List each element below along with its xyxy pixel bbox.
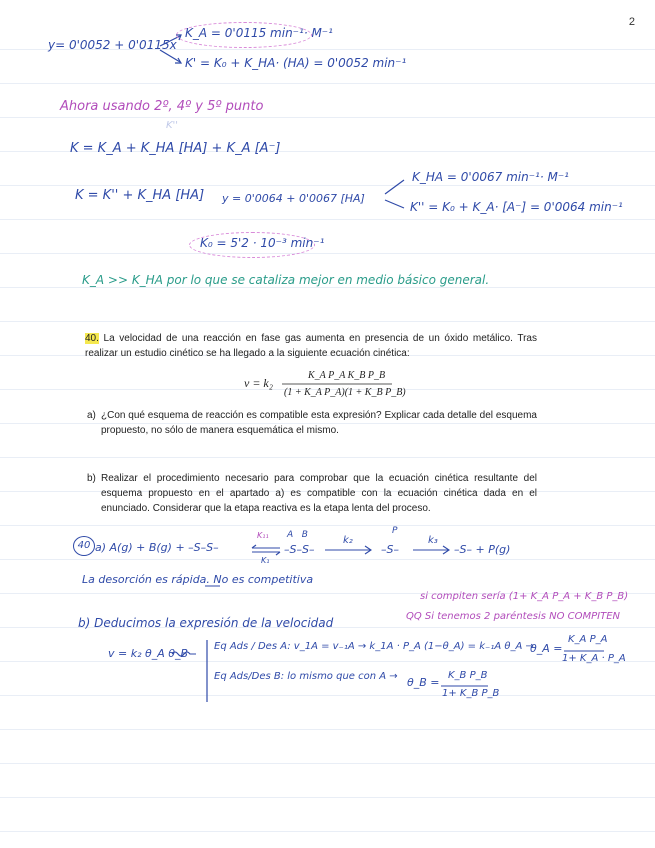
scheme-products: –S– + P(g) xyxy=(454,543,511,556)
part-a-label: a) xyxy=(87,410,96,421)
product-site: –S– xyxy=(381,543,399,556)
section-heading: Ahora usando 2º, 4º y 5º punto xyxy=(60,99,264,114)
rate-law: v = k₂ θ_A θ_B xyxy=(108,647,189,660)
theta-b-denominator: 1+ K_B P_B xyxy=(442,688,500,699)
part-b-text: Realizar el procedimiento necesario para comprobar que la ecuación cinética resultante del esquema propuesto en el apartado a) es compatible con la ecuación cinética dada en el enunciado. Considerar que la etapa reactiva es la etapa lenta del proceso. xyxy=(101,473,537,514)
rate-equation-denominator: (1 + K_A P_A)(1 + K_B P_B) xyxy=(284,387,406,398)
conclusion: K_A >> K_HA por lo que se cataliza mejor en medio básico general. xyxy=(82,273,490,287)
linear-fit-1: y= 0'0052 + 0'0115x xyxy=(48,38,177,52)
equilibrium-a: Eq Ads / Des A: v_1A = v₋₁A → k_1A · P_A (1−θ_A) = k₋₁A θ_A → xyxy=(214,641,534,652)
k-forward: K₁₁ xyxy=(257,531,269,540)
desorption-note: La desorción es rápida. No es competitiva xyxy=(82,573,314,586)
adsorbed-sites: –S–S– xyxy=(284,543,315,556)
rate-equation-numerator: K_A P_A K_B P_B xyxy=(308,370,386,381)
theta-a-numerator: K_A P_A xyxy=(568,634,608,645)
k3-label: k₃ xyxy=(428,535,438,546)
part-a-text: ¿Con qué esquema de reacción es compatible esta expresión? Explicar cada detalle del esquema propuesto, no sólo de manera esquemática el mismo. xyxy=(101,410,537,436)
problem-text: La velocidad de una reacción en fase gas aumenta en presencia de un óxido metálico. Tras realizar un estudio cinético se ha llegado a la siguiente ecuación cinética: xyxy=(85,333,537,359)
competition-note: si compiten sería (1+ K_A P_A + K_B P_B) xyxy=(420,591,629,602)
part-b-heading: b) Deducimos la expresión de la velocidad xyxy=(78,616,334,630)
k2-label: k₂ xyxy=(343,535,353,546)
theta-a-lhs: θ_A = xyxy=(530,642,563,655)
problem-statement xyxy=(85,331,537,361)
part-b-label: b) xyxy=(87,473,96,484)
scheme-reactants: a) A(g) + B(g) + –S–S– xyxy=(95,541,219,554)
kprime-value: K' = K₀ + K_HA· (HA) = 0'0052 min⁻¹ xyxy=(185,56,407,70)
parentheses-note: QQ Si tenemos 2 paréntesis NO COMPITEN xyxy=(406,611,621,622)
k-back: K₁ xyxy=(261,556,270,565)
adsorbed-species: A B xyxy=(287,530,308,540)
theta-b-lhs: θ_B = xyxy=(407,676,440,689)
page-number: 2 xyxy=(628,16,635,28)
equilibrium-b: Eq Ads/Des B: lo mismo que con A → xyxy=(214,671,398,682)
kdouble-value: K'' = K₀ + K_A· [A⁻] = 0'0064 min⁻¹ xyxy=(410,200,623,214)
k0-value: K₀ = 5'2 · 10⁻³ min⁻¹ xyxy=(200,236,325,250)
kha-value: K_HA = 0'0067 min⁻¹· M⁻¹ xyxy=(412,170,569,184)
product-species: P xyxy=(392,526,398,536)
rate-constant-equation: K = K_A + K_HA [HA] + K_A [A⁻] xyxy=(70,141,281,156)
problem-number: 40. xyxy=(85,333,99,344)
theta-b-numerator: K_B P_B xyxy=(448,670,488,681)
linear-fit-2: y = 0'0064 + 0'0067 [HA] xyxy=(222,192,365,205)
circled-number xyxy=(73,536,95,556)
kdouble-equation: K = K'' + K_HA [HA] xyxy=(75,188,205,203)
rate-equation-lhs: v = k₂ xyxy=(244,376,273,390)
kdouble-faint: K'' xyxy=(166,120,179,131)
theta-a-denominator: 1+ K_A · P_A xyxy=(562,653,626,664)
circled-number-text: 40 xyxy=(77,540,91,551)
ka-value: K_A = 0'0115 min⁻¹· M⁻¹ xyxy=(185,26,333,40)
